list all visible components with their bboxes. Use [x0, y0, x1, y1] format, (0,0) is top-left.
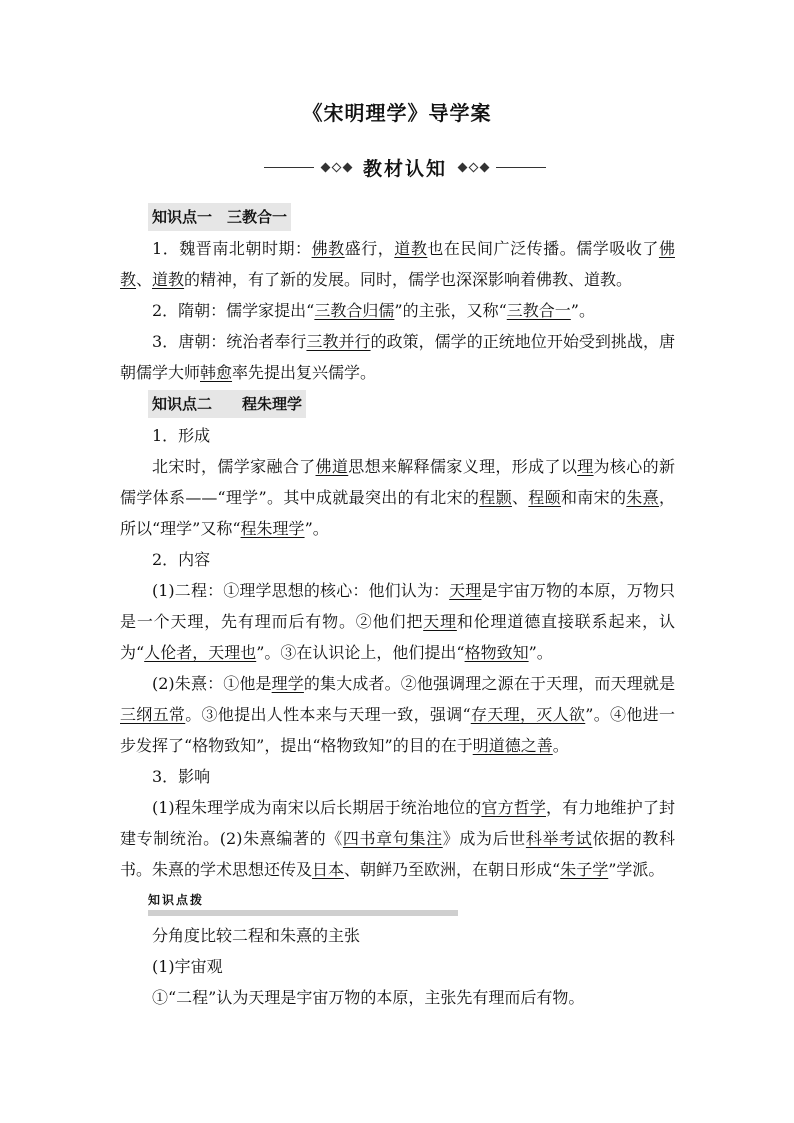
underlined-term: 程颢 — [479, 488, 512, 507]
underlined-term: 三纲五常 — [120, 705, 186, 724]
underlined-term: 朱熹 — [626, 488, 659, 507]
underlined-term: 佛教 — [120, 239, 675, 289]
paragraph: 2．隋朝：儒学家提出“三教合归儒”的主张，又称“三教合一”。 — [152, 301, 595, 320]
underlined-term: 佛道 — [315, 457, 349, 476]
knowledge-point-heading: 知识点二 程朱理学 — [148, 390, 306, 418]
ornament-icon — [320, 164, 353, 171]
paragraph: (1)宇宙观 — [152, 957, 223, 976]
underlined-term: 朱子学 — [560, 860, 609, 879]
knowledge-point-heading: 知识点一 三教合一 — [148, 203, 291, 231]
paragraph: ①“二程”认为天理是宇宙万物的本原，主张先有理而后有物。 — [152, 988, 585, 1007]
divider-line — [264, 167, 314, 168]
underlined-term: 存天理，灭人欲 — [470, 705, 586, 724]
divider-line — [496, 167, 546, 168]
underlined-term: 三教合一 — [506, 301, 571, 320]
paragraph: (2)朱熹：①他是理学的集大成者。②他强调理之源在于天理，而天理就是三纲五常。③他提出人性本来与天理一致，强调“存天理，灭人欲”。④他进一步发挥了“格物致知”，提出“格物致知”的目的在于明道德之善。 — [120, 674, 675, 755]
underlined-term: 道教 — [394, 239, 428, 258]
section-title: 教材认知 — [362, 157, 447, 180]
paragraph: 分角度比较二程和朱熹的主张 — [152, 926, 361, 945]
underlined-term: 佛教 — [311, 239, 345, 258]
paragraph: (1)程朱理学成为南宋以后长期居于统治地位的官方哲学，有力地维护了封建专制统治。(2)朱熹编著的《四书章句集注》成为后世科举考试依据的教科书。朱熹的学术思想还传及日本、朝鲜乃至欧洲，在朝日形成“朱子学”学派。 — [120, 798, 675, 879]
paragraph: 北宋时，儒学家融合了佛道思想来解释儒家义理，形成了以理为核心的新儒学体系——“理学”。其中成就最突出的有北宋的程颢、程颐和南宋的朱熹，所以“理学”又称“程朱理学”。 — [120, 457, 675, 538]
paragraph: 3．唐朝：统治者奉行三教并行的政策，儒学的正统地位开始受到挑战，唐朝儒学大师韩愈率先提出复兴儒学。 — [120, 332, 675, 382]
underlined-term: 程颐 — [528, 488, 561, 507]
underlined-term: 程朱理学 — [240, 519, 305, 538]
subheading: 1．形成 — [152, 426, 211, 445]
underlined-term: 日本 — [312, 860, 345, 879]
underlined-term: 韩愈 — [200, 363, 233, 382]
underlined-term: 科举考试 — [525, 829, 593, 848]
underlined-term: 理学 — [271, 674, 304, 693]
underlined-term: 天理 — [423, 612, 457, 631]
underlined-term: 四书章句集注 — [342, 829, 443, 848]
underlined-term: 道教 — [152, 270, 185, 289]
underlined-term: 三教并行 — [306, 332, 371, 351]
tip-bar — [148, 910, 458, 916]
document-title: 《宋明理学》导学案 — [302, 101, 492, 125]
underlined-term: 格物致知 — [464, 643, 529, 662]
section-header — [240, 152, 570, 182]
underlined-term: 明道德之善 — [472, 736, 553, 755]
underlined-term: 天理 — [449, 581, 482, 600]
subheading: 3．影响 — [152, 767, 211, 786]
paragraph: (1)二程：①理学思想的核心：他们认为：天理是宇宙万物的本原，万物只是一个天理，先有理而后有物。②他们把天理和伦理道德直接联系起来，认为“人伦者，天理也”。③在认识论上，他们提出“格物致知”。 — [120, 581, 675, 662]
paragraph: 1．魏晋南北朝时期：佛教盛行，道教也在民间广泛传播。儒学吸收了佛教、道教的精神，有了新的发展。同时，儒学也深深影响着佛教、道教。 — [120, 239, 675, 289]
tip-header — [148, 891, 675, 916]
underlined-term: 官方哲学 — [481, 798, 546, 817]
underlined-term: 三教合归儒 — [314, 301, 395, 320]
ornament-icon — [457, 164, 490, 171]
underlined-term: 理 — [577, 457, 594, 476]
subheading: 2．内容 — [152, 550, 211, 569]
tip-label: 知识点拨 — [148, 893, 205, 907]
document-body — [120, 201, 675, 1013]
underlined-term: 人伦者，天理也 — [144, 643, 257, 662]
